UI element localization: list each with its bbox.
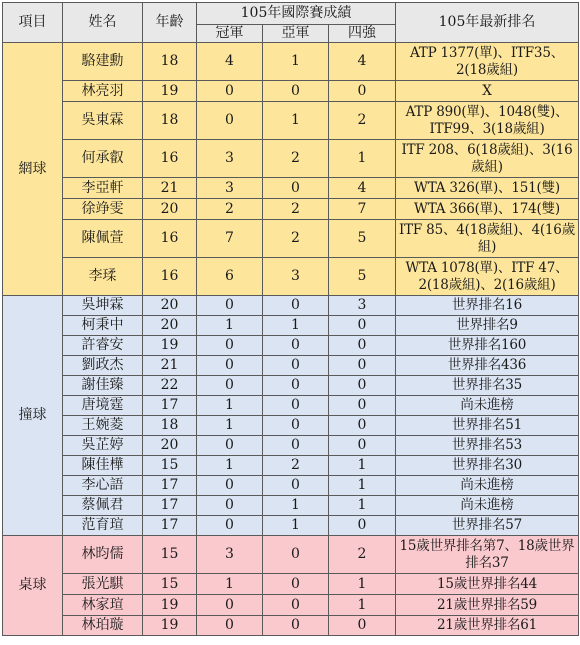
- name-cell: 李瑈: [63, 258, 143, 296]
- name-cell: 劉政杰: [63, 356, 143, 376]
- header-name: 姓名: [63, 3, 143, 43]
- table-row: [3, 396, 579, 416]
- age-cell: 17: [143, 496, 197, 516]
- top4-cell: 2: [329, 102, 396, 140]
- champion-cell: 0: [197, 496, 263, 516]
- table-row: [3, 436, 579, 456]
- top4-cell: 0: [329, 356, 396, 376]
- champion-cell: 0: [197, 296, 263, 316]
- top4-cell: 1: [329, 574, 396, 595]
- runner-up-cell: 0: [263, 595, 329, 616]
- champion-cell: 0: [197, 476, 263, 496]
- runner-up-cell: 0: [263, 396, 329, 416]
- name-cell: 許睿安: [63, 336, 143, 356]
- table-row: [3, 616, 579, 636]
- name-cell: 范育瑄: [63, 516, 143, 536]
- runner-up-cell: 2: [263, 220, 329, 258]
- age-cell: 18: [143, 416, 197, 436]
- ranking-cell: 世界排名160: [396, 336, 579, 356]
- name-cell: 林珀璇: [63, 616, 143, 636]
- runner-up-cell: 0: [263, 81, 329, 102]
- runner-up-cell: 1: [263, 496, 329, 516]
- champion-cell: 1: [197, 456, 263, 476]
- name-cell: 吳芷婷: [63, 436, 143, 456]
- runner-up-cell: 2: [263, 199, 329, 220]
- runner-up-cell: 0: [263, 616, 329, 636]
- champion-cell: 0: [197, 616, 263, 636]
- ranking-cell: ITF 208、6(18歲組)、3(16歲組): [396, 140, 579, 178]
- name-cell: 吳坤霖: [63, 296, 143, 316]
- runner-up-cell: 0: [263, 376, 329, 396]
- ranking-cell: 21歲世界排名61: [396, 616, 579, 636]
- age-cell: 21: [143, 356, 197, 376]
- runner-up-cell: 1: [263, 43, 329, 81]
- top4-cell: 0: [329, 516, 396, 536]
- top4-cell: 1: [329, 476, 396, 496]
- ranking-cell: X: [396, 81, 579, 102]
- age-cell: 20: [143, 316, 197, 336]
- table-row: [3, 140, 579, 178]
- ranking-cell: 尚未進榜: [396, 396, 579, 416]
- name-cell: 李心語: [63, 476, 143, 496]
- champion-cell: 6: [197, 258, 263, 296]
- runner-up-cell: 1: [263, 516, 329, 536]
- champion-cell: 0: [197, 336, 263, 356]
- champion-cell: 3: [197, 536, 263, 574]
- ranking-cell: ITF 85、4(18歲組)、4(16歲組): [396, 220, 579, 258]
- champion-cell: 2: [197, 199, 263, 220]
- name-cell: 林昀儒: [63, 536, 143, 574]
- champion-cell: 0: [197, 376, 263, 396]
- name-cell: 徐竫雯: [63, 199, 143, 220]
- header-age: 年齡: [143, 3, 197, 43]
- table-row: [3, 43, 579, 81]
- ranking-cell: 世界排名436: [396, 356, 579, 376]
- table-row: [3, 356, 579, 376]
- table-row: [3, 316, 579, 336]
- runner-up-cell: 0: [263, 356, 329, 376]
- ranking-cell: 世界排名53: [396, 436, 579, 456]
- header-champion: 冠軍: [197, 25, 263, 43]
- top4-cell: 5: [329, 220, 396, 258]
- table-row: [3, 476, 579, 496]
- champion-cell: 1: [197, 316, 263, 336]
- name-cell: 李亞軒: [63, 178, 143, 199]
- age-cell: 16: [143, 220, 197, 258]
- name-cell: 謝佳臻: [63, 376, 143, 396]
- champion-cell: 0: [197, 102, 263, 140]
- ranking-cell: WTA 366(單)、174(雙): [396, 199, 579, 220]
- table-row: [3, 416, 579, 436]
- runner-up-cell: 0: [263, 476, 329, 496]
- age-cell: 20: [143, 199, 197, 220]
- ranking-cell: 尚未進榜: [396, 496, 579, 516]
- champion-cell: 4: [197, 43, 263, 81]
- runner-up-cell: 3: [263, 258, 329, 296]
- table-row: [3, 516, 579, 536]
- age-cell: 19: [143, 81, 197, 102]
- runner-up-cell: 0: [263, 296, 329, 316]
- sport-cell: 網球: [3, 43, 63, 296]
- ranking-cell: 世界排名30: [396, 456, 579, 476]
- header-runner-up: 亞軍: [263, 25, 329, 43]
- age-cell: 15: [143, 574, 197, 595]
- header-ranking: 105年最新排名: [396, 3, 579, 43]
- name-cell: 唐境霆: [63, 396, 143, 416]
- top4-cell: 1: [329, 595, 396, 616]
- top4-cell: 3: [329, 296, 396, 316]
- top4-cell: 0: [329, 396, 396, 416]
- table-row: [3, 199, 579, 220]
- runner-up-cell: 0: [263, 178, 329, 199]
- table-row: [3, 81, 579, 102]
- top4-cell: 0: [329, 336, 396, 356]
- name-cell: 蔡佩君: [63, 496, 143, 516]
- age-cell: 20: [143, 296, 197, 316]
- runner-up-cell: 0: [263, 436, 329, 456]
- ranking-cell: 21歲世界排名59: [396, 595, 579, 616]
- champion-cell: 7: [197, 220, 263, 258]
- top4-cell: 0: [329, 81, 396, 102]
- table-row: [3, 336, 579, 356]
- top4-cell: 4: [329, 178, 396, 199]
- name-cell: 吳東霖: [63, 102, 143, 140]
- top4-cell: 0: [329, 416, 396, 436]
- table-row: [3, 296, 579, 316]
- ranking-cell: 15歲世界排名第7、18歲世界排名37: [396, 536, 579, 574]
- table-row: [3, 574, 579, 595]
- table-row: [3, 595, 579, 616]
- table-row: [3, 258, 579, 296]
- age-cell: 20: [143, 436, 197, 456]
- top4-cell: 5: [329, 258, 396, 296]
- header-results-group: 105年國際賽成績: [197, 3, 396, 25]
- table-row: [3, 536, 579, 574]
- name-cell: 何承叡: [63, 140, 143, 178]
- age-cell: 15: [143, 536, 197, 574]
- runner-up-cell: 1: [263, 102, 329, 140]
- age-cell: 18: [143, 102, 197, 140]
- age-cell: 17: [143, 396, 197, 416]
- table-row: [3, 102, 579, 140]
- name-cell: 駱建勳: [63, 43, 143, 81]
- top4-cell: 4: [329, 43, 396, 81]
- runner-up-cell: 0: [263, 416, 329, 436]
- name-cell: 陳佳樺: [63, 456, 143, 476]
- top4-cell: 0: [329, 316, 396, 336]
- champion-cell: 0: [197, 81, 263, 102]
- ranking-cell: 世界排名51: [396, 416, 579, 436]
- age-cell: 19: [143, 336, 197, 356]
- champion-cell: 0: [197, 595, 263, 616]
- age-cell: 22: [143, 376, 197, 396]
- top4-cell: 1: [329, 496, 396, 516]
- top4-cell: 0: [329, 436, 396, 456]
- champion-cell: 3: [197, 178, 263, 199]
- ranking-cell: WTA 326(單)、151(雙): [396, 178, 579, 199]
- top4-cell: 1: [329, 140, 396, 178]
- ranking-cell: 世界排名16: [396, 296, 579, 316]
- runner-up-cell: 1: [263, 316, 329, 336]
- international-results-table: [2, 2, 579, 636]
- champion-cell: 0: [197, 516, 263, 536]
- name-cell: 陳佩萱: [63, 220, 143, 258]
- runner-up-cell: 0: [263, 336, 329, 356]
- name-cell: 柯秉中: [63, 316, 143, 336]
- age-cell: 18: [143, 43, 197, 81]
- name-cell: 林亮羽: [63, 81, 143, 102]
- table-row: [3, 178, 579, 199]
- table-row: [3, 496, 579, 516]
- top4-cell: 2: [329, 536, 396, 574]
- top4-cell: 0: [329, 616, 396, 636]
- age-cell: 16: [143, 258, 197, 296]
- table-row: [3, 376, 579, 396]
- table-row: [3, 456, 579, 476]
- champion-cell: 0: [197, 436, 263, 456]
- ranking-cell: 世界排名9: [396, 316, 579, 336]
- runner-up-cell: 2: [263, 140, 329, 178]
- age-cell: 17: [143, 516, 197, 536]
- ranking-cell: 世界排名35: [396, 376, 579, 396]
- table-body: [3, 43, 579, 636]
- name-cell: 林家瑄: [63, 595, 143, 616]
- age-cell: 19: [143, 595, 197, 616]
- age-cell: 17: [143, 476, 197, 496]
- champion-cell: 0: [197, 356, 263, 376]
- name-cell: 王婉菱: [63, 416, 143, 436]
- age-cell: 16: [143, 140, 197, 178]
- champion-cell: 1: [197, 416, 263, 436]
- ranking-cell: 15歲世界排名44: [396, 574, 579, 595]
- runner-up-cell: 0: [263, 536, 329, 574]
- sport-cell: 桌球: [3, 536, 63, 636]
- name-cell: 張光騏: [63, 574, 143, 595]
- sport-cell: 撞球: [3, 296, 63, 536]
- top4-cell: 1: [329, 456, 396, 476]
- champion-cell: 1: [197, 574, 263, 595]
- runner-up-cell: 2: [263, 456, 329, 476]
- age-cell: 15: [143, 456, 197, 476]
- runner-up-cell: 0: [263, 574, 329, 595]
- ranking-cell: 尚未進榜: [396, 476, 579, 496]
- age-cell: 19: [143, 616, 197, 636]
- top4-cell: 7: [329, 199, 396, 220]
- ranking-cell: ATP 890(單)、1048(雙)、ITF99、3(18歲組): [396, 102, 579, 140]
- ranking-cell: ATP 1377(單)、ITF35、2(18歲組): [396, 43, 579, 81]
- header-top4: 四強: [329, 25, 396, 43]
- top4-cell: 0: [329, 376, 396, 396]
- champion-cell: 3: [197, 140, 263, 178]
- ranking-cell: 世界排名57: [396, 516, 579, 536]
- ranking-cell: WTA 1078(單)、ITF 47、2(18歲組)、2(16歲組): [396, 258, 579, 296]
- age-cell: 21: [143, 178, 197, 199]
- table-row: [3, 220, 579, 258]
- header-item: 項目: [3, 3, 63, 43]
- champion-cell: 1: [197, 396, 263, 416]
